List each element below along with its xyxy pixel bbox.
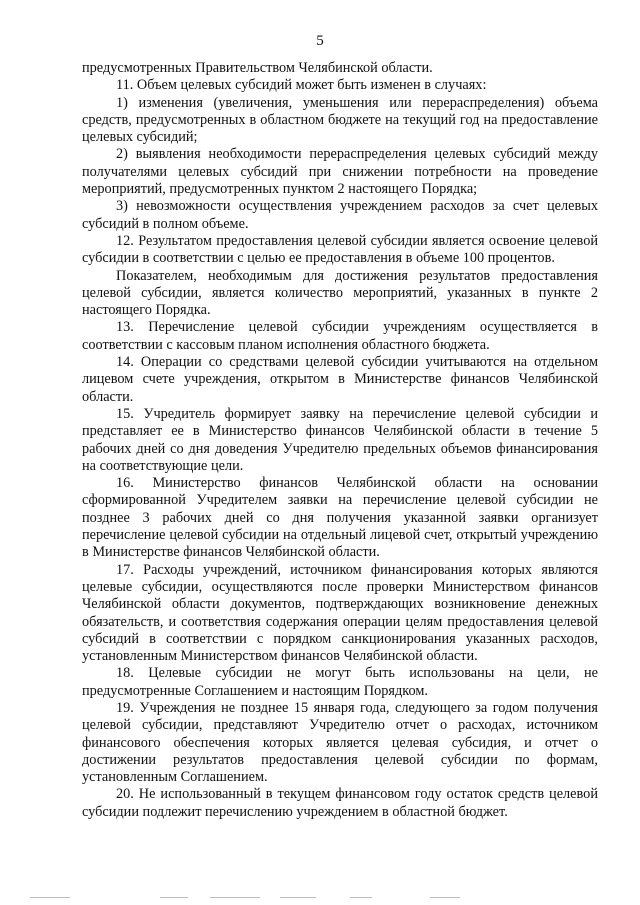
paragraph-item-15: 15. Учредитель формирует заявку на перечисление целевой субсидии и представляет ее в Министерство финансов Челябинской области в течение 5 рабочих дней со дня доведения Учредителю предельных объемов финансирования на соответствующие цели. [82,405,598,474]
paragraph-item-11: 11. Объем целевых субсидий может быть изменен в случаях: [116,77,487,94]
page-number: 5 [316,33,324,49]
paragraph-item-12: 12. Результатом предоставления целевой субсидии является освоение целевой субсидии в соответствии с целью ее предоставления в объеме 100 процентов. [82,232,598,267]
paragraph-item-18: 18. Целевые субсидии не могут быть использованы на цели, не предусмотренные Соглашением и настоящим Порядком. [82,665,598,699]
subparagraph-11-2: 2) выявления необходимости перераспределения целевых субсидий между получателями целевых субсидий при снижении потребности на проведение мероприятий, предусмотренных пунктом 2 настоящего Порядка; [82,146,598,198]
paragraph-continuation: предусмотренных Правительством Челябинской области. [82,60,433,76]
paragraph-item-14: 14. Операции со средствами целевой субсидии учитываются на отдельном лицевом счете учреждения, открытом в Министерстве финансов Челябинской области. [82,354,598,405]
subparagraph-11-1: 1) изменения (увеличения, уменьшения или перераспределения) объема средств, предусмотренных в областном бюджете на текущий год на предоставление целевых субсидий; [82,94,598,146]
paragraph-item-13: 13. Перечисление целевой субсидии учреждениям осуществляется в соответствии с кассовым планом исполнения областного бюджета. [82,319,598,353]
paragraph-item-16: 16. Министерство финансов Челябинской области на основании сформированной Учредителем заявки на перечисление целевой субсидии не позднее 3 рабочих дней со дня получения указанной заявки организует перечисление целевой субсидии на отдельный лицевой счет, открытый учреждению в Министерстве финансов Челябинской области. [82,475,598,561]
paragraph-item-19: 19. Учреждения не позднее 15 января года, следующего за годом получения целевой субсидии, представляют Учредителю отчет о расходах, источником финансового обеспечения которых является целевая субсидия, и отчет о достижении результатов предоставления целевой субсидии по формам, установленным Соглашением. [82,699,598,786]
subparagraph-11-3: 3) невозможности осуществления учреждением расходов за счет целевых субсидий в полном объеме. [82,198,598,232]
paragraph-item-12-indicator: Показателем, необходимым для достижения результатов предоставления целевой субсидии, является количество мероприятий, указанных в пункте 2 настоящего Порядка. [82,267,598,319]
scan-artifact-marks [30,897,610,900]
document-body [82,60,598,821]
paragraph-item-17: 17. Расходы учреждений, источником финансирования которых являются целевые субсидии, осуществляются после проверки Министерством финансов Челябинской области документов, подтверждающих возникновение денежных обязательств, и соответствия содержания операции целям предоставления целевой субсидий в соответствии с порядком санкционирования указанных расходов, установленным Министерством финансов Челябинской области. [82,561,598,665]
paragraph-item-20: 20. Не использованный в текущем финансовом году остаток средств целевой субсидии подлежит перечислению учреждением в областной бюджет. [82,786,598,820]
